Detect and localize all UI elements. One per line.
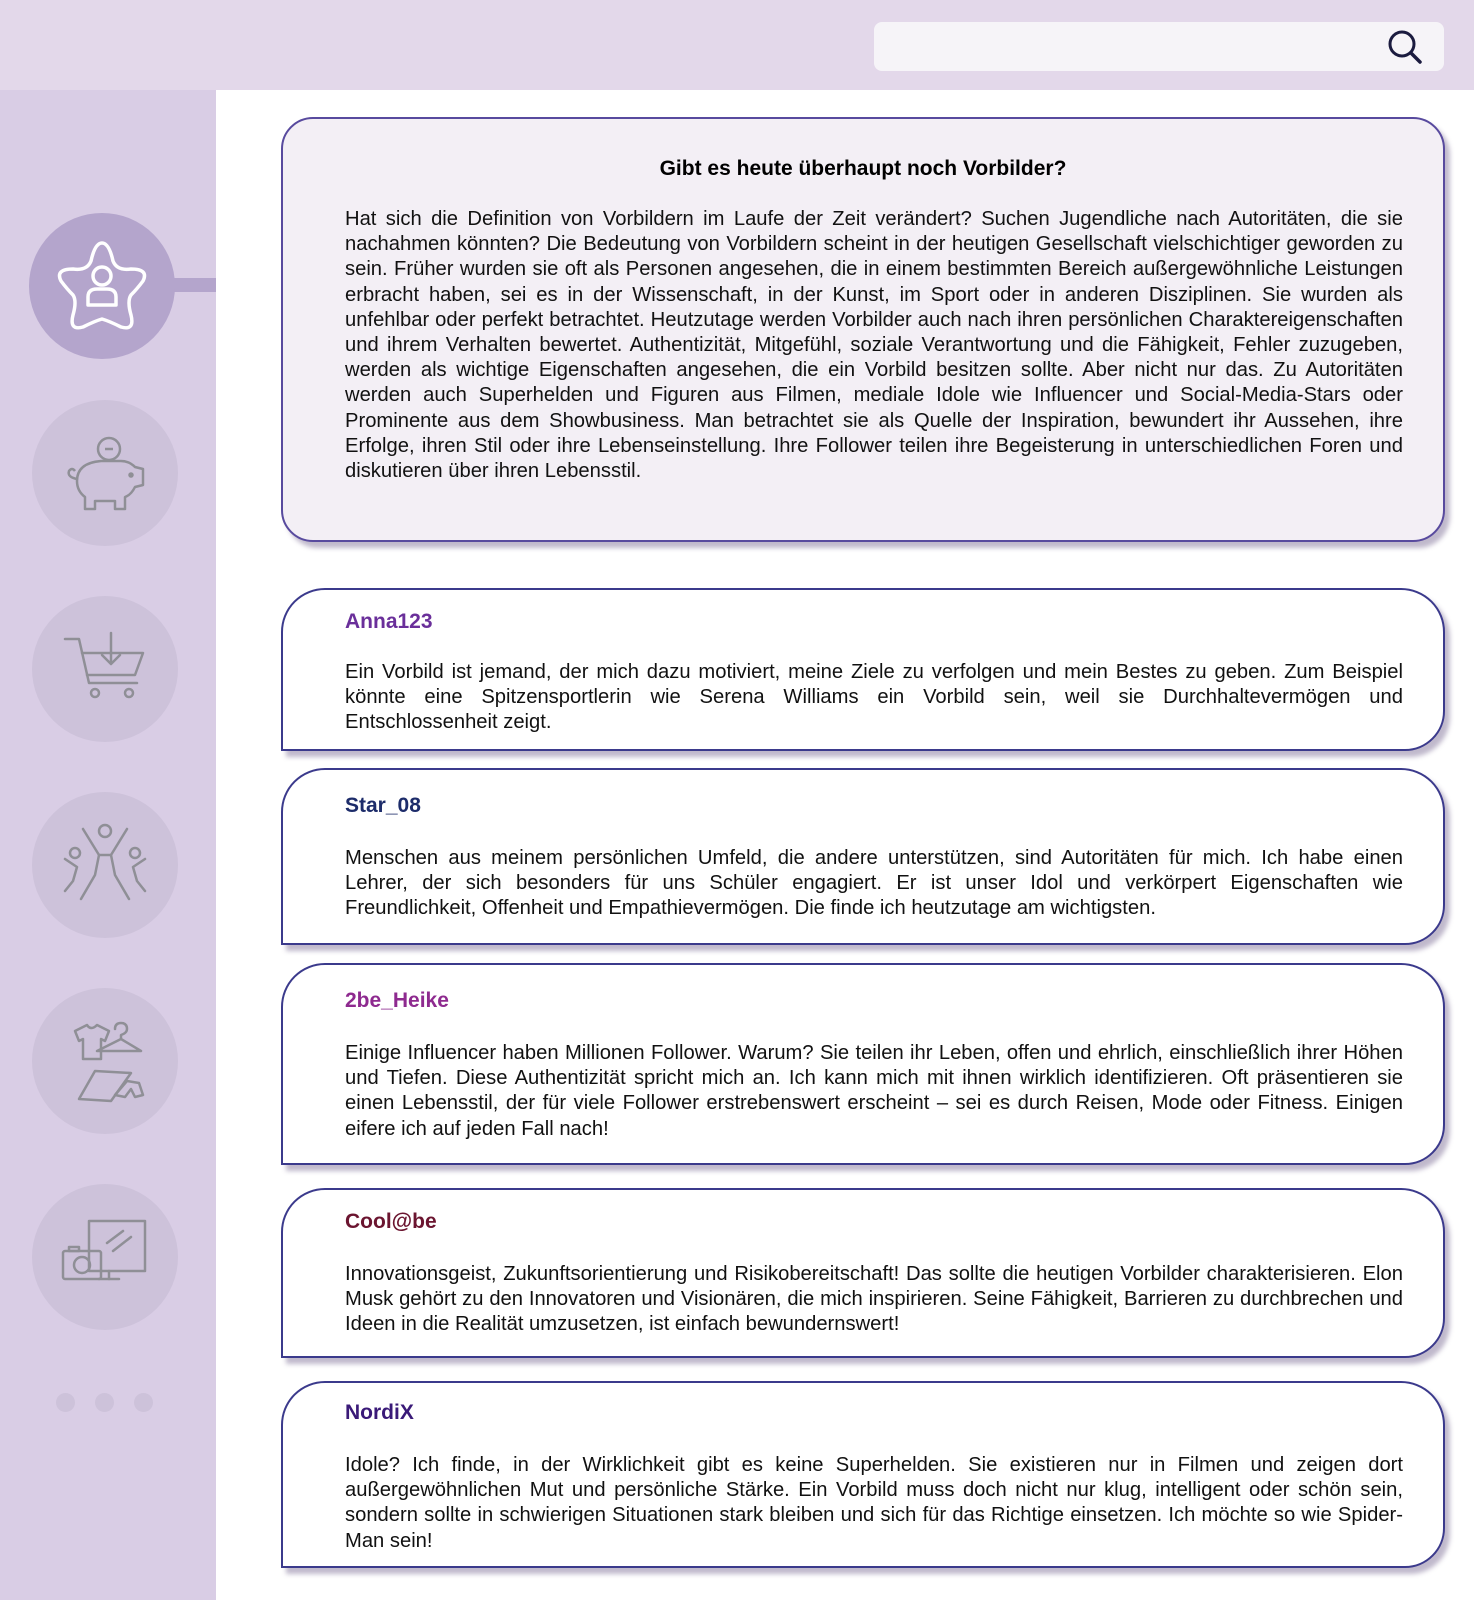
post-username[interactable]: Cool@be (345, 1210, 437, 1233)
post-text: Menschen aus meinem persönlichen Umfeld, die andere unterstützen, sind Autoritäten für mich. Ich habe einen Lehrer, der sich besonders für uns Schüler engagiert. Er ist unser Idol und verkörpert Eigenschaften wie Freundlichkeit, Offenheit und Empathievermögen. Die finde ich heutzutage am wichtigsten. (345, 847, 1403, 920)
dot (134, 1393, 153, 1412)
piggy-bank-icon (55, 423, 155, 523)
more-dots[interactable] (56, 1393, 153, 1412)
search-icon[interactable] (1386, 28, 1424, 66)
dot (56, 1393, 75, 1412)
forum-post (281, 1188, 1445, 1358)
post-text: Innovationsgeist, Zukunftsorientierung und Risikobereitschaft! Das sollte die heutigen Vorbilder charakterisieren. Elon Musk gehört zu den Innovatoren und Visionären, die mich inspirieren. Seine Fähigkeit, Barrieren zu durchbrechen und Ideen in die Realität umzusetzen, ist einfach bewundernswert! (345, 1263, 1403, 1336)
sidebar-item-media[interactable] (32, 1184, 178, 1330)
forum-post (281, 588, 1445, 751)
sidebar-item-role-models[interactable] (29, 213, 175, 359)
post-username[interactable]: 2be_Heike (345, 989, 449, 1012)
article-body: Hat sich die Definition von Vorbildern im Laufe der Zeit verändert? Suchen Jugendliche nach Autoritäten, die sie nachahmen könnten? Die Bedeutung von Vorbildern scheint in der heutigen Gesellschaft vielschichtiger geworden zu sein. Früher wurden sie oft als Personen angesehen, die in einem bestimmten Bereich außergewöhnliche Leistungen erbracht haben, sei es in der Wissenschaft, in der Kunst, im Sport oder in anderen Disziplinen. Sie wurden als unfehlbar oder perfekt betrachtet. Heutzutage werden Vorbilder auch nach ihren persönlichen Charaktereigenschaften und ihrem Verhalten bewertet. Authentizität, Mitgefühl, soziale Verantwortung und die Fähigkeit, Fehler zuzugeben, werden als wichtige Eigenschaften angesehen, die ein Vorbild besitzen sollte. Aber nicht nur das. Zu Autoritäten werden auch Superhelden und Figuren aus Filmen, mediale Idole wie Influencer und Social-Media-Stars oder Prominente aus dem Showbusiness. Man betrachtet sie als Quelle der Inspiration, bewundert ihr Aussehen, ihre Erfolge, ihren Stil oder ihre Lebenseinstellung. Ihre Follower teilen ihre Begeisterung in unterschiedlichen Foren und diskutieren über ihren Lebensstil. (345, 208, 1403, 483)
post-text: Idole? Ich finde, in der Wirklichkeit gibt es keine Superhelden. Sie existieren nur in Filmen und zeigen dort außergewöhnlichen Mut und persönliche Stärke. Ein Vorbild muss doch nicht nur klug, intelligent oder schön sein, sondern sollte in schwierigen Situationen stark bleiben und sich für das Richtige einsetzen. Ich möchte so wie Spider-Man sein! (345, 1454, 1403, 1552)
top-bar (0, 0, 1474, 90)
search-bar[interactable] (874, 22, 1444, 71)
article-title: Gibt es heute überhaupt noch Vorbilder? (659, 157, 1067, 180)
star-user-icon (47, 231, 157, 341)
post-username[interactable]: Anna123 (345, 610, 433, 633)
camera-screen-icon (55, 1207, 155, 1307)
article-card (281, 117, 1445, 542)
forum-post (281, 768, 1445, 945)
shopping-cart-icon (55, 619, 155, 719)
people-jumping-icon (55, 815, 155, 915)
post-username[interactable]: NordiX (345, 1401, 414, 1424)
forum-post (281, 1381, 1445, 1568)
sidebar-item-finances[interactable] (32, 400, 178, 546)
post-text: Ein Vorbild ist jemand, der mich dazu motiviert, meine Ziele zu verfolgen und mein Bestes zu geben. Zum Beispiel könnte eine Spitzensportlerin wie Serena Williams ein Vorbild sein, weil sie Durchhaltevermögen und Entschlossenheit zeigt. (345, 661, 1403, 734)
forum-post (281, 963, 1445, 1165)
search-input[interactable] (890, 30, 1374, 64)
sidebar-item-shopping[interactable] (32, 596, 178, 742)
dot (95, 1393, 114, 1412)
post-username[interactable]: Star_08 (345, 794, 421, 817)
post-text: Einige Influencer haben Millionen Follower. Warum? Sie teilen ihr Leben, offen und ehrlich, einschließlich ihrer Höhen und Tiefen. Diese Authentizität spricht mich an. Ich kann mich mit ihnen wirklich identifizieren. Oft präsentieren sie einen Lebensstil, der für viele Follower erstrebenswert erscheint – sei es durch Reisen, Mode oder Fitness. Einigen eifere ich auf jeden Fall nach! (345, 1042, 1403, 1140)
clothes-hanger-icon (55, 1011, 155, 1111)
sidebar-item-friends[interactable] (32, 792, 178, 938)
sidebar-item-fashion[interactable] (32, 988, 178, 1134)
